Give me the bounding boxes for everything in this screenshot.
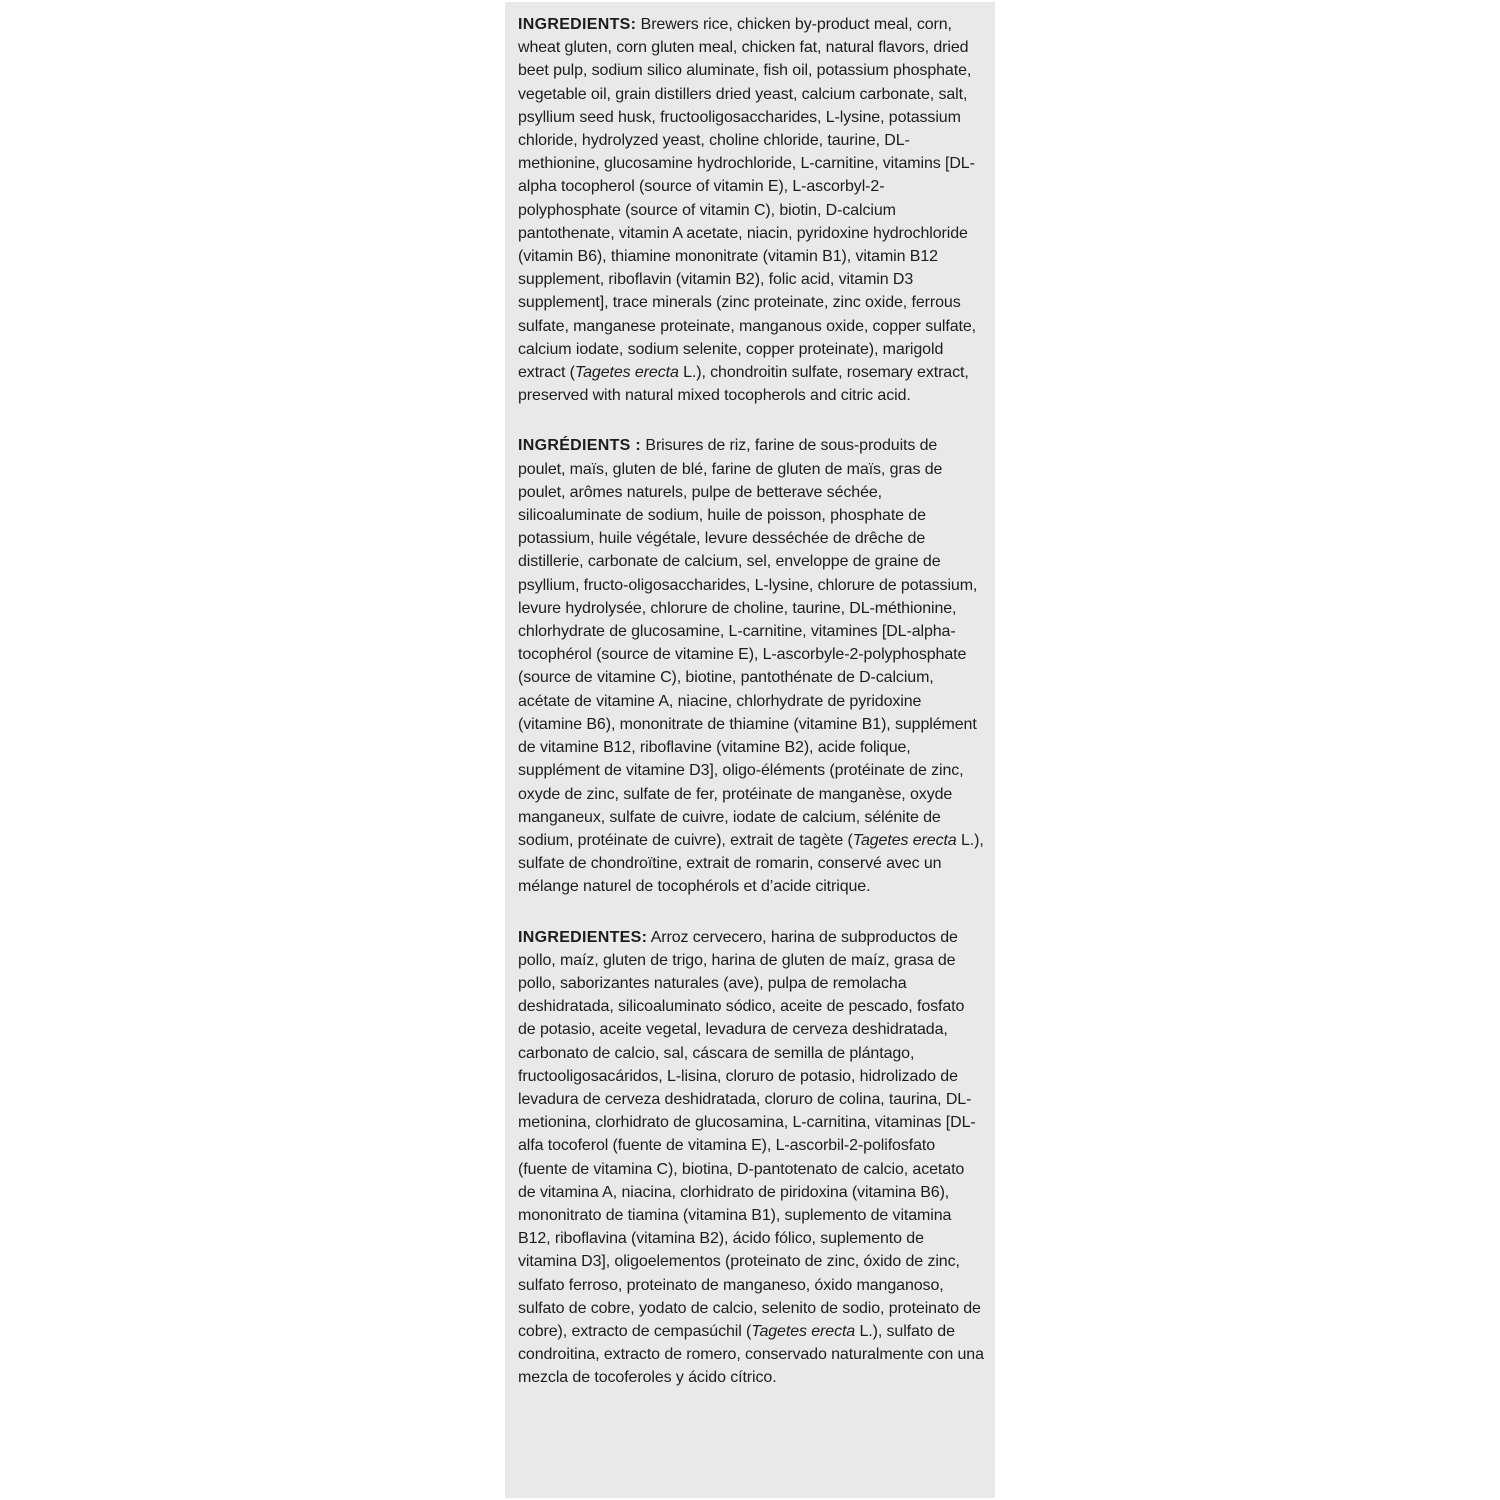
ingredient-text-run: L.), chondroitin sulfate, rosemary extract, preserved with natural mixed tocopherols and citric acid.: [518, 364, 969, 405]
ingredients-section-french: [518, 434, 984, 898]
ingredients-heading-spanish: INGREDIENTES:: [518, 928, 648, 946]
ingredients-body-french: [518, 437, 984, 895]
ingredient-text-run: L.), sulfato de condroitina, extracto de romero, conservado naturalmente con una mezcla de tocoferoles y ácido cítrico.: [518, 1322, 984, 1387]
ingredients-heading-french: INGRÉDIENTS :: [518, 437, 642, 455]
ingredients-body-spanish: [518, 929, 984, 1387]
ingredients-body-english: [518, 16, 976, 404]
ingredients-panel: [505, 2, 995, 1498]
ingredients-heading-english: INGREDIENTS:: [518, 16, 637, 33]
ingredient-latin-name: Tagetes erecta: [751, 1322, 856, 1340]
ingredient-text-run: Brewers rice, chicken by-product meal, corn, wheat gluten, corn gluten meal, chicken fat, natural flavors, dried beet pulp, sodium silico aluminate, fish oil, potassium phosphate, vegetable oil, grain distillers dried yeast, calcium carbonate, salt, psyllium seed husk, fructooligosaccharides, L-lysine, potassium chloride, hydrolyzed yeast, choline chloride, taurine, DL-methionine, glucosamine hydrochloride, L-carnitine, vitamins [DL-alpha tocopherol (source of vitamin E), L-ascorbyl-2-polyphosphate (source of vitamin C), biotin, D-calcium pantothenate, vitamin A acetate, niacin, pyridoxine hydrochloride (vitamin B6), thiamine mononitrate (vitamin B1), vitamin B12 supplement, riboflavin (vitamin B2), folic acid, vitamin D3 supplement], trace minerals (zinc proteinate, zinc oxide, ferrous sulfate, manganese proteinate, manganous oxide, copper sulfate, calcium iodate, sodium selenite, copper proteinate), marigold extract (: [518, 16, 977, 382]
ingredient-text-run: Arroz cervecero, harina de subproductos de pollo, maíz, gluten de trigo, harina de gluten de maíz, grasa de pollo, saborizantes naturales (ave), pulpa de remolacha deshidratada, silicoaluminato sódico, aceite de pescado, fosfato de potasio, aceite vegetal, levadura de cerveza deshidratada, carbonato de calcio, sal, cáscara de semilla de plántago, fructooligosacáridos, L-lisina, cloruro de potasio, hidrolizado de levadura de cerveza deshidratada, cloruro de colina, taurina, DL-metionina, clorhidrato de glucosamina, L-carnitina, vitaminas [DL-alfa tocoferol (fuente de vitamina E), L-ascorbil-2-polifosfato (fuente de vitamina C), biotina, D-pantotenato de calcio, acetato de vitamina A, niacina, clorhidrato de piridoxina (vitamina B6), mononitrato de tiamina (vitamina B1), suplemento de vitamina B12, riboflavina (vitamina B2), ácido fólico, suplemento de vitamina D3], oligoelementos (proteinato de zinc, óxido de zinc, sulfato ferroso, proteinato de manganeso, óxido manganoso, sulfato de cobre, yodato de calcio, selenito de sodio, proteinato de cobre), extracto de cempasúchil (: [518, 928, 981, 1340]
ingredient-text-run: L.), sulfate de chondroïtine, extrait de romarin, conservé avec un mélange naturel de tocophérols et d’acide citrique.: [518, 831, 984, 896]
ingredients-section-spanish: [518, 926, 984, 1390]
ingredient-latin-name: Tagetes erecta: [852, 831, 957, 849]
ingredients-section-english: [518, 13, 984, 407]
ingredient-text-run: Brisures de riz, farine de sous-produits de poulet, maïs, gluten de blé, farine de gluten de maïs, gras de poulet, arômes naturels, pulpe de betterave séchée, silicoaluminate de sodium, huile de poisson, phosphate de potassium, huile végétale, levure desséchée de drêche de distillerie, carbonate de calcium, sel, enveloppe de graine de psyllium, fructo-oligosaccharides, L-lysine, chlorure de potassium, levure hydrolysée, chlorure de choline, taurine, DL-méthionine, chlorhydrate de glucosamine, L-carnitine, vitamines [DL-alpha-tocophérol (source de vitamine E), L-ascorbyle-2-polyphosphate (source de vitamine C), biotine, pantothénate de D-calcium, acétate de vitamine A, niacine, chlorhydrate de pyridoxine (vitamine B6), mononitrate de thiamine (vitamine B1), supplément de vitamine B12, riboflavine (vitamine B2), acide folique, supplément de vitamine D3], oligo-éléments (protéinate de zinc, oxyde de zinc, sulfate de fer, protéinate de manganèse, oxyde manganeux, sulfate de cuivre, iodate de calcium, sélénite de sodium, protéinate de cuivre), extrait de tagète (: [518, 437, 978, 849]
ingredient-latin-name: Tagetes erecta: [574, 364, 679, 382]
